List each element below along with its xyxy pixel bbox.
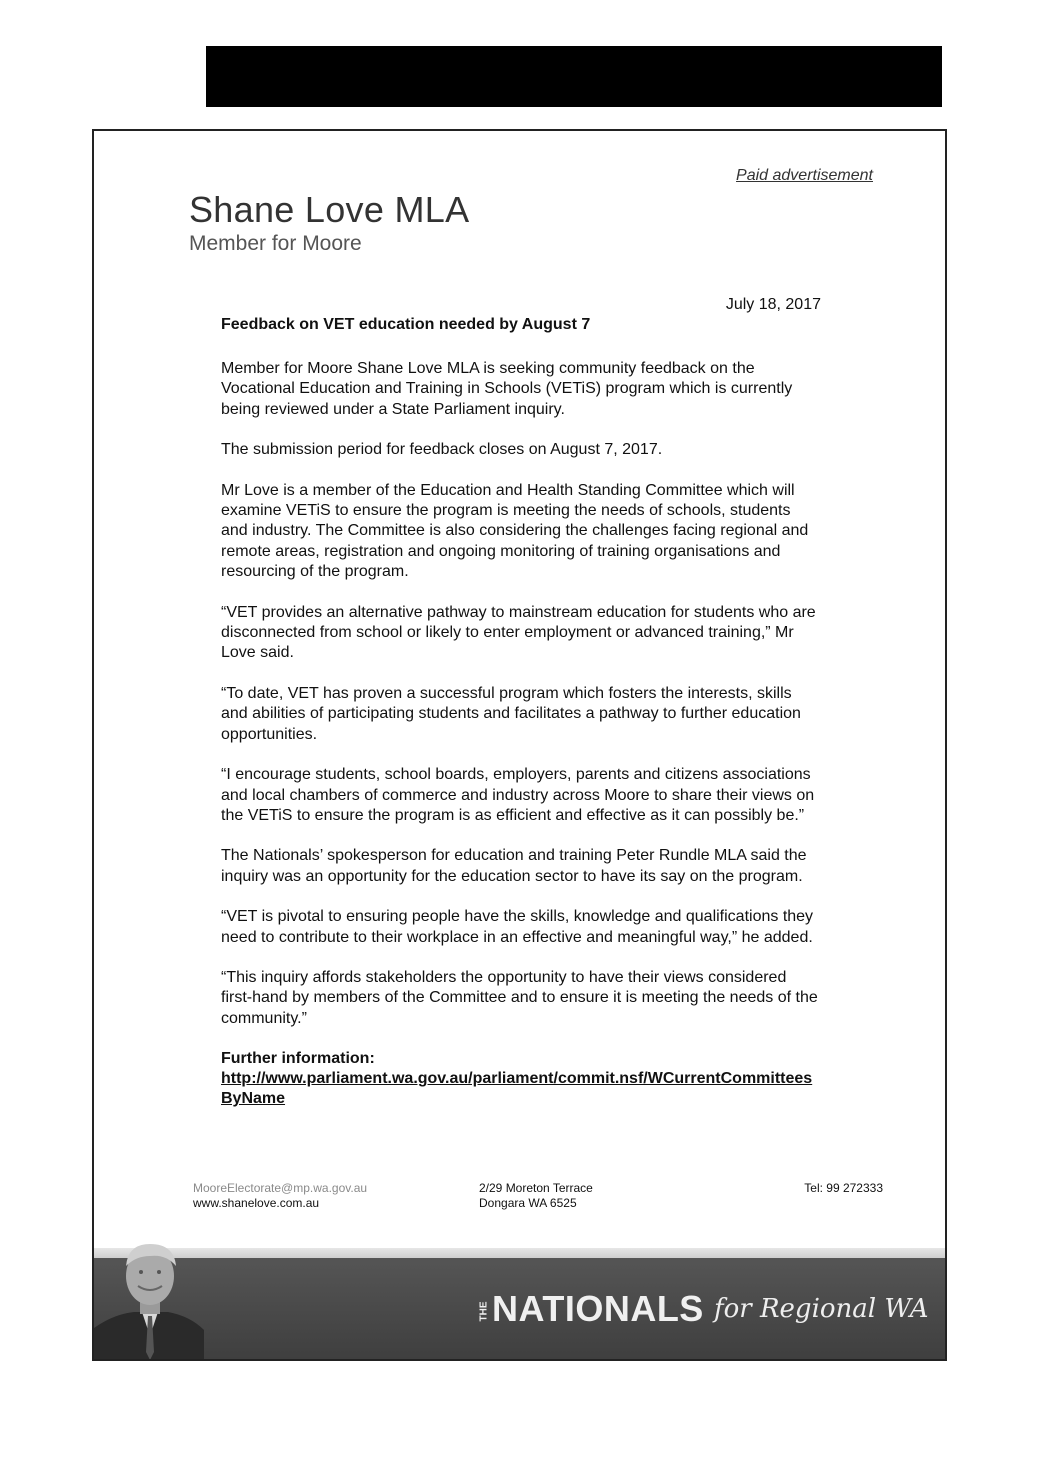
release-body (221, 295, 821, 1109)
member-name-heading: Shane Love MLA (189, 189, 470, 230)
press-release-document (92, 129, 947, 1361)
further-information-label: Further information: (221, 1050, 375, 1068)
address-line: 2/29 Moreton Terrace (479, 1181, 593, 1195)
further-information-link[interactable]: http://www.parliament.wa.gov.au/parliament/commit.nsf/WCurrentCommitteesByName (221, 1070, 813, 1108)
address-line: Dongara WA 6525 (479, 1196, 577, 1210)
release-headline: Feedback on VET education needed by August 7 (221, 316, 591, 333)
regional-tagline: for Regional WA (714, 1294, 929, 1324)
paragraph: Mr Love is a member of the Education and Health Standing Committee which will examine VETiS to ensure the program is meeting the needs of schools, students and industry. The Committee is also considering the challenges facing regional and remote areas, registration and ongoing monitoring of training organisations and resourcing of the program. (221, 481, 809, 581)
paragraph: “VET is pivotal to ensuring people have the skills, knowledge and qualifications they need to contribute to their workplace in an effective and meaningful way,” he added. (221, 908, 814, 946)
paragraph: “VET provides an alternative pathway to mainstream education for students who are disconnected from school or likely to enter employment or advanced training,” Mr Love said. (221, 603, 816, 662)
paragraph: “This inquiry affords stakeholders the opportunity to have their views considered first-hand by members of the Committee and to ensure it is meeting the needs of the community.” (221, 968, 818, 1027)
footer-address (479, 1181, 593, 1211)
paid-advertisement-label: Paid advertisement (736, 167, 873, 184)
release-date: July 18, 2017 (725, 296, 821, 313)
banner-divider (94, 1248, 945, 1258)
logo-text: NATIONALS (492, 1288, 704, 1329)
logo-prefix: THE (478, 1301, 490, 1322)
member-portrait (94, 1236, 204, 1361)
paragraph: Member for Moore Shane Love MLA is seeking community feedback on the Vocational Education and Training in Schools (VETiS) program which is currently being reviewed under a State Parliament inquiry. (221, 360, 793, 418)
paragraph: The Nationals’ spokesperson for education and training Peter Rundle MLA said the inquiry was an opportunity for the education sector to have its say on the program. (221, 847, 807, 885)
website-link[interactable]: www.shanelove.com.au (193, 1196, 320, 1210)
nationals-banner (94, 1258, 945, 1359)
paragraph: “To date, VET has proven a successful program which fosters the interests, skills and abilities of participating students and facilitates a pathway to further education opportunities. (221, 684, 801, 743)
email-link[interactable]: MooreElectorate@mp.wa.gov.au (193, 1181, 368, 1195)
nationals-logo (474, 1288, 704, 1330)
footer-phone: Tel: 99 272333 (804, 1181, 883, 1195)
redaction-bar (206, 46, 942, 107)
footer-contact (193, 1181, 367, 1211)
paragraph: “I encourage students, school boards, employers, parents and citizens associations and local chambers of commerce and industry across Moore to share their views on the VETiS to ensure the program is as efficient and effective as it can possibly be.” (221, 766, 815, 824)
paragraph: The submission period for feedback closes on August 7, 2017. (221, 441, 663, 459)
member-electorate-subtitle: Member for Moore (189, 232, 362, 255)
